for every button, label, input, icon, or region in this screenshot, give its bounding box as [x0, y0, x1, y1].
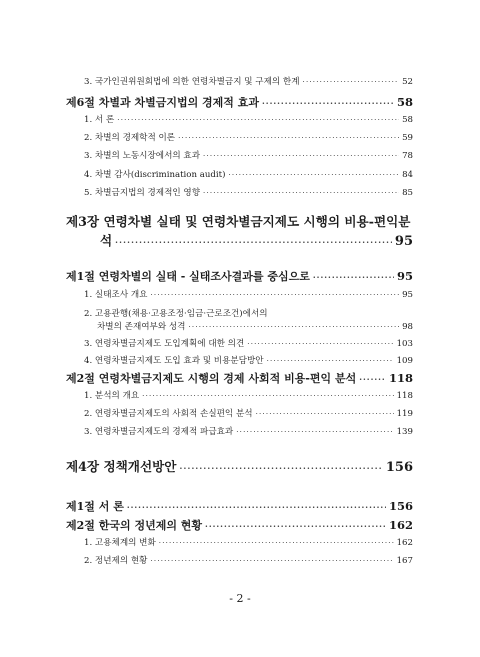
dot-leader: [117, 116, 399, 124]
toc-entry-title-line1: 2. 고용관행(채용·고용조정·임금·근로조건)에서의: [84, 309, 268, 319]
dot-leader: [179, 464, 382, 474]
toc-section-title: 제2절 연령차별금지제도 시행의 경제 사회적 비용-편익 분석: [66, 372, 357, 385]
dot-leader: [150, 557, 393, 565]
dot-leader: [115, 238, 392, 248]
toc-section-heading: [66, 270, 413, 284]
toc-section-page: 156: [388, 499, 413, 513]
dot-leader: [236, 428, 393, 436]
toc-entry-page: 95: [402, 290, 413, 300]
toc-entry: [84, 339, 413, 349]
toc-entry-page: 58: [402, 115, 413, 125]
toc-entry: [84, 409, 413, 419]
toc-entry-page: 103: [396, 339, 413, 349]
toc-entry-page: 118: [396, 391, 413, 401]
dot-leader: [205, 522, 386, 532]
toc-chapter-title-line1: 제3장 연령차별 실태 및 연령차별금지제도 시행의 비용-편익분: [66, 214, 411, 229]
dot-leader: [313, 273, 394, 283]
dot-leader: [203, 152, 399, 160]
toc-entry: [84, 115, 413, 125]
toc-entry-title: 2. 연령차별금지제도의 사회적 손실편익 분석: [84, 409, 253, 419]
toc-entry-title: 1. 서 론: [84, 115, 115, 125]
toc-chapter-heading: [100, 233, 413, 250]
toc-entry: [97, 322, 413, 332]
toc-entry-page: 59: [402, 133, 413, 143]
toc-section-heading: [66, 500, 413, 514]
dot-leader: [228, 171, 399, 179]
toc-entry: [84, 391, 413, 401]
toc-entry-title: 3. 연령차별금지제도 도입계획에 대한 의견: [84, 339, 245, 349]
toc-entry-page: 98: [402, 322, 413, 332]
toc-entry-title: 3. 국가인권위원회법에 의한 연령차별금지 및 구제의 한계: [84, 77, 300, 87]
toc-entry: [84, 77, 413, 87]
dot-leader: [203, 189, 399, 197]
toc-chapter-title: 제4장 정책개선방안: [66, 459, 177, 474]
dot-leader: [247, 340, 393, 348]
toc-entry: [84, 427, 413, 437]
toc-chapter-page: 95: [394, 234, 413, 249]
toc-section-page: 118: [388, 371, 413, 385]
toc-section-heading: [66, 96, 413, 110]
toc-section-title: 제1절 연령차별의 실태 - 실태조사결과를 중심으로: [66, 270, 310, 283]
toc-entry-page: 167: [396, 556, 413, 566]
toc-entry-title: 3. 차별의 노동시장에서의 효과: [84, 151, 201, 161]
dot-leader: [142, 392, 393, 400]
toc-entry-page: 109: [396, 356, 413, 366]
toc-entry-page: 162: [396, 538, 413, 548]
toc-entry-page: 119: [396, 409, 413, 419]
toc-section-page: 95: [396, 269, 413, 283]
toc-entry-page: 78: [402, 151, 413, 161]
toc-entry-title: 3. 연령차별금지제도의 경제적 파급효과: [84, 427, 234, 437]
toc-section-title: 제2절 한국의 정년제의 현황: [66, 519, 203, 532]
toc-entry-title-line2: 차별의 존재여부와 성격: [97, 322, 186, 332]
dot-leader: [267, 357, 394, 365]
toc-section-heading: [66, 372, 413, 386]
toc-entry-page: 85: [402, 188, 413, 198]
dot-leader: [150, 291, 399, 299]
toc-entry-page: 84: [402, 170, 413, 180]
toc-section-title: 제6절 차별과 차별금지법의 경제적 효과: [66, 96, 259, 109]
toc-entry: [84, 538, 413, 548]
dot-leader: [178, 134, 399, 142]
toc-entry: [84, 556, 413, 566]
toc-section-page: 58: [396, 95, 413, 109]
toc-chapter-heading: [66, 459, 413, 476]
dot-leader: [188, 323, 399, 331]
dot-leader: [256, 410, 394, 418]
toc-entry: [84, 151, 413, 161]
dot-leader: [262, 99, 394, 109]
toc-entry-title: 5. 차별금지법의 경제적인 영향: [84, 188, 201, 198]
toc-entry: [84, 356, 413, 366]
toc-section-page: 162: [388, 518, 413, 532]
toc-chapter-page: 156: [385, 460, 413, 475]
toc-entry-title: 4. 차별 감사(discrimination audit): [84, 170, 226, 180]
toc-entry-title: 1. 분석의 개요: [84, 391, 140, 401]
dot-leader: [303, 78, 400, 86]
toc-section-title: 제1절 서 론: [66, 500, 124, 513]
toc-section-heading: [66, 519, 413, 533]
toc-entry-title: 4. 연령차별금지제도 도입 효과 및 비용분담방안: [84, 356, 264, 366]
toc-entry-page: 139: [396, 427, 413, 437]
toc-entry-title: 2. 차별의 경제학적 이론: [84, 133, 176, 143]
toc-entry: [84, 133, 413, 143]
toc-entry: [84, 290, 413, 300]
page-number: - 2 -: [229, 592, 251, 605]
dot-leader: [159, 539, 394, 547]
toc-entry-title: 2. 정년제의 현황: [84, 556, 148, 566]
toc-entry: [84, 170, 413, 180]
toc-entry-title: 1. 고용체계의 변화: [84, 538, 156, 548]
toc-entry-title: 1. 실태조사 개요: [84, 290, 148, 300]
toc-chapter-title-line2: 석: [100, 233, 113, 248]
toc-entry-page: 52: [402, 77, 413, 87]
dot-leader: [359, 375, 386, 385]
dot-leader: [127, 503, 386, 513]
toc-entry: [84, 188, 413, 198]
